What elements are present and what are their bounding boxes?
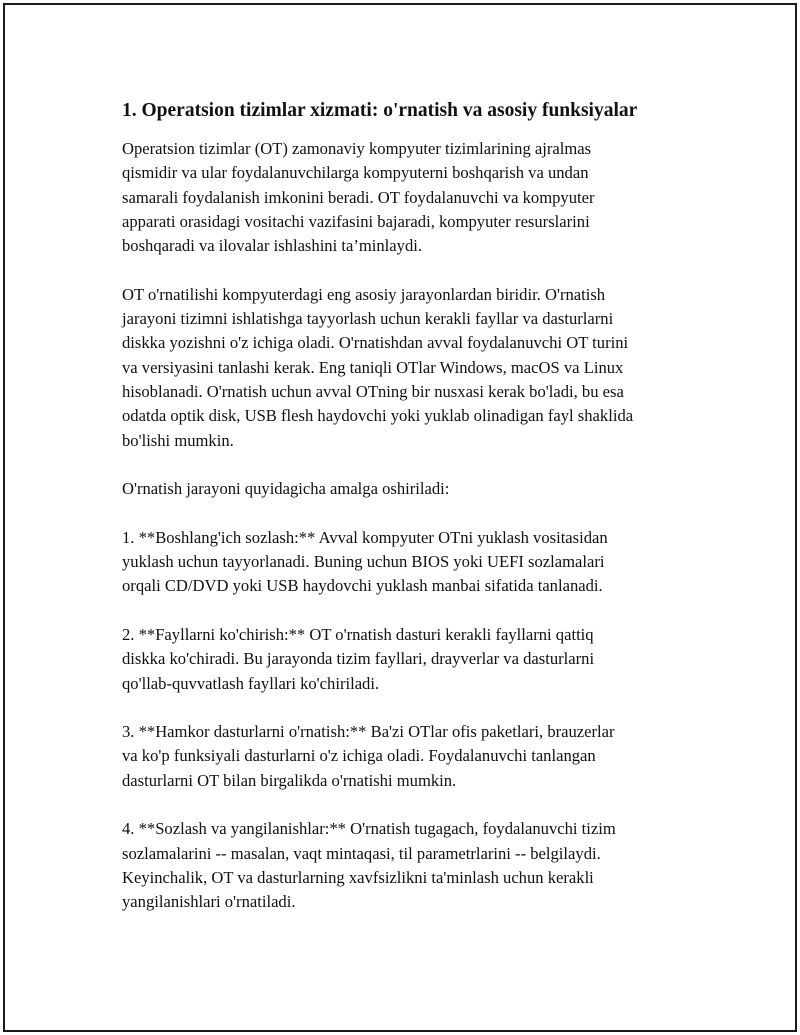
paragraph-line: sozlamalarini -- masalan, vaqt mintaqasi, til parametrlarini -- belgilaydi.: [122, 843, 601, 863]
document-page: [3, 3, 797, 1032]
list-item-step-1: [122, 526, 697, 599]
paragraph-installation: [122, 283, 697, 453]
paragraph-line: yangilanishlari o'rnatiladi.: [122, 892, 296, 912]
paragraph-line: va ko'p funksiyali dasturlarni o'z ichiga oladi. Foydalanuvchi tanlangan: [122, 746, 596, 766]
paragraph-line: diskka yozishni o'z ichiga oladi. O'rnatishdan avval foydalanuvchi OT turini: [122, 333, 629, 353]
list-item-step-2: [122, 623, 697, 696]
paragraph-line: apparati orasidagi vositachi vazifasini bajaradi, kompyuter resurslarini: [122, 211, 590, 231]
paragraph-line: jarayoni tizimni ishlatishga tayyorlash uchun kerakli fayllar va dasturlarni: [122, 309, 614, 329]
paragraph-line: 2. **Fayllarni ko'chirish:** OT o'rnatish dasturi kerakli fayllarni qattiq: [122, 624, 594, 644]
paragraph-process-intro: [122, 477, 697, 501]
paragraph-line: dasturlarni OT bilan birgalikda o'rnatishi mumkin.: [122, 770, 457, 790]
paragraph-line: qo'llab-quvvatlash fayllari ko'chiriladi.: [122, 673, 380, 693]
paragraph-line: bo'lishi mumkin.: [122, 430, 234, 450]
paragraph-line: 3. **Hamkor dasturlarni o'rnatish:** Ba'zi OTlar ofis paketlari, brauzerlar: [122, 722, 615, 742]
list-item-step-4: [122, 817, 697, 914]
paragraph-line: Operatsion tizimlar (OT) zamonaviy kompyuter tizimlarining ajralmas: [122, 139, 592, 158]
paragraph-line: 4. **Sozlash va yangilanishlar:** O'rnatish tugagach, foydalanuvchi tizim: [122, 819, 616, 839]
paragraph-line: O'rnatish jarayoni quyidagicha amalga oshiriladi:: [122, 479, 450, 499]
paragraph-line: va versiyasini tanlashi kerak. Eng taniqli OTlar Windows, macOS va Linux: [122, 357, 624, 377]
section-heading: 1. Operatsion tizimlar xizmati: o'rnatish va asosiy funksiyalar: [122, 100, 638, 121]
paragraph-line: orqali CD/DVD yoki USB haydovchi yuklash manbai sifatida tanlanadi.: [122, 576, 603, 596]
paragraph-line: hisoblanadi. O'rnatish uchun avval OTning bir nusxasi kerak bo'ladi, bu esa: [122, 381, 624, 401]
paragraph-line: boshqaradi va ilovalar ishlashini ta’minlaydi.: [122, 236, 423, 256]
paragraph-line: odatda optik disk, USB flesh haydovchi yoki yuklab olinadigan fayl shaklida: [122, 406, 634, 426]
list-item-step-3: [122, 720, 697, 793]
paragraph-line: 1. **Boshlang'ich sozlash:** Avval kompyuter OTni yuklash vositasidan: [122, 527, 608, 547]
paragraph-line: OT o'rnatilishi kompyuterdagi eng asosiy jarayonlardan biridir. O'rnatish: [122, 284, 606, 304]
paragraph-line: Keyinchalik, OT va dasturlarning xavfsizlikni ta'minlash uchun kerakli: [122, 867, 594, 887]
document-body: [122, 98, 697, 939]
paragraph-line: samarali foydalanish imkonini beradi. OT foydalanuvchi va kompyuter: [122, 187, 595, 207]
paragraph-line: qismidir va ular foydalanuvchilarga kompyuterni boshqarish va undan: [122, 163, 589, 183]
paragraph-intro: [122, 137, 697, 258]
paragraph-line: diskka ko'chiradi. Bu jarayonda tizim fayllari, drayverlar va dasturlarni: [122, 649, 595, 669]
paragraph-line: yuklash uchun tayyorlanadi. Buning uchun BIOS yoki UEFI sozlamalari: [122, 552, 605, 572]
